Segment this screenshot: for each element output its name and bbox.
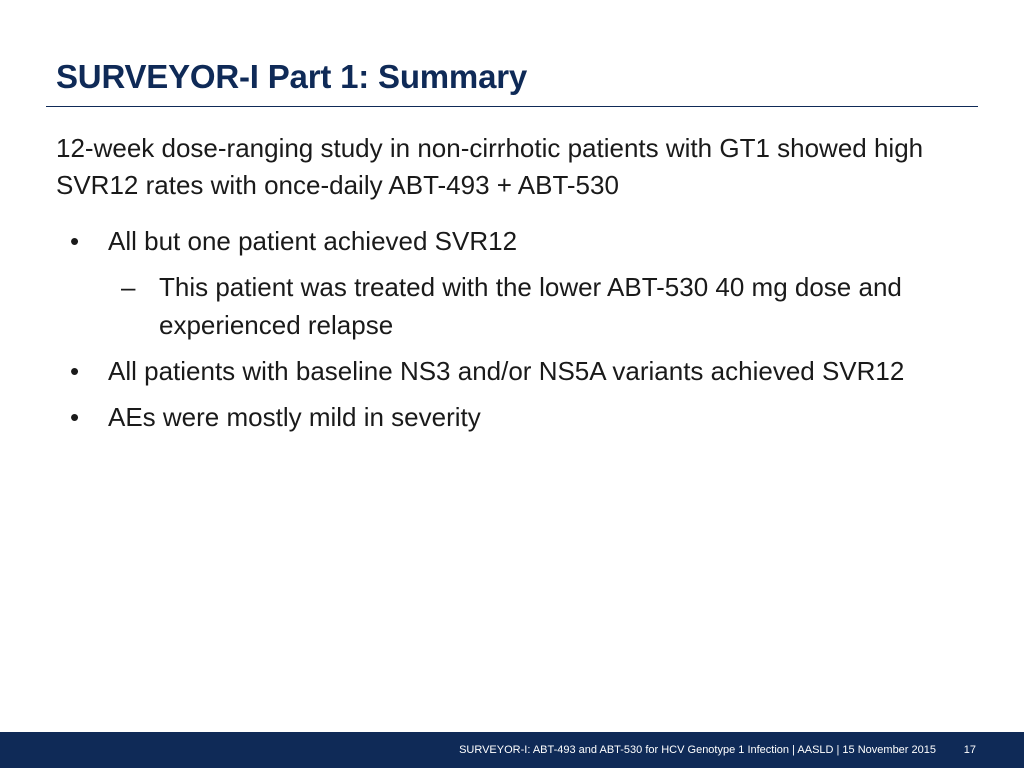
intro-text: 12-week dose-ranging study in non-cirrhotic patients with GT1 showed high SVR12 rates with once-daily ABT-493 + ABT-530 (56, 133, 924, 200)
footer-bar (0, 732, 1024, 768)
bullet-text: All patients with baseline NS3 and/or NS5A variants achieved SVR12 (108, 356, 905, 386)
title-divider (46, 106, 978, 107)
slide-title: SURVEYOR-I Part 1: Summary (56, 58, 528, 95)
bullet-marker: • (70, 402, 80, 432)
bullet-marker: • (70, 356, 80, 386)
footer-text: SURVEYOR-I: ABT-493 and ABT-530 for HCV Genotype 1 Infection | AASLD | 15 November 2015 (459, 744, 936, 756)
bullet-item-aes (0, 398, 1024, 436)
bullet-list (0, 222, 1024, 444)
bullet-item-variants (0, 352, 1024, 390)
page-number: 17 (963, 744, 976, 756)
bullet-text: All but one patient achieved SVR12 (108, 226, 518, 256)
bullet-marker: • (70, 226, 80, 256)
bullet-text: AEs were mostly mild in severity (108, 402, 481, 432)
sub-bullet-marker: – (121, 272, 136, 302)
sub-bullet-text: This patient was treated with the lower ABT-530 40 mg dose and experienced relapse (159, 272, 902, 340)
sub-bullet-item-relapse (0, 268, 949, 344)
bullet-item-svr12 (0, 222, 1024, 260)
